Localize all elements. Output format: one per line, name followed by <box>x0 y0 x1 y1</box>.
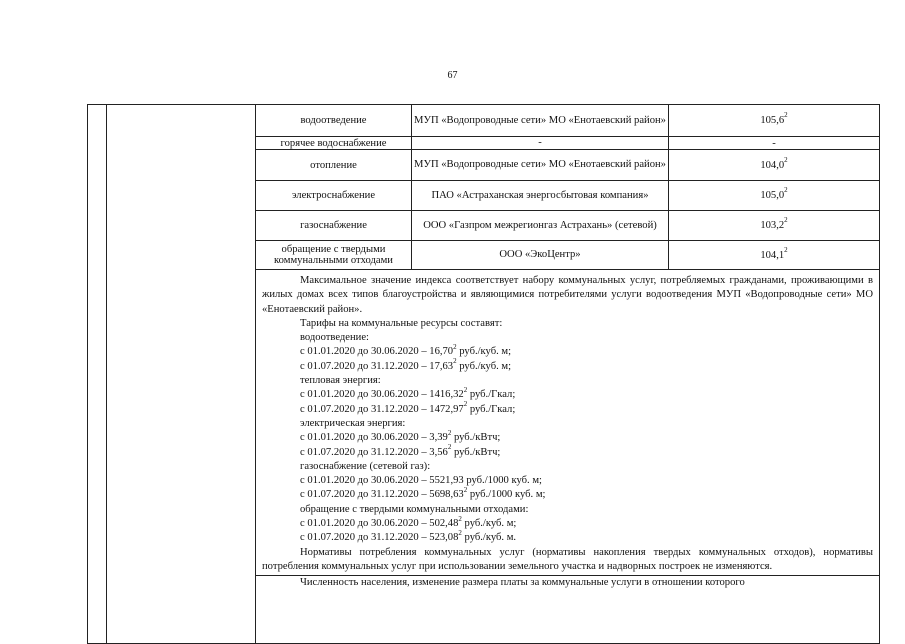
page-number: 67 <box>447 70 458 81</box>
provider-cell: ООО «Газпром межрегионгаз Астрахань» (сетевой) <box>412 211 669 241</box>
index-cell <box>669 181 880 211</box>
population-paragraph: Численность населения, изменение размера платы за коммунальные услуги в отношении которого <box>256 575 879 590</box>
service-cell: горячее водоснабжение <box>256 137 412 150</box>
tariff-line: с 01.01.2020 до 30.06.2020 – 5521,93 руб./1000 куб. м; <box>300 475 542 487</box>
footnote-mark: 2 <box>784 186 788 195</box>
footnote-mark: 2 <box>784 216 788 225</box>
footnote-mark: 2 <box>784 245 788 254</box>
tariffs-intro: Тарифы на коммунальные ресурсы составят: <box>300 317 503 329</box>
tariff-line: с 01.01.2020 до 30.06.2020 – 1416,32$^2$ руб./Гкал; <box>300 385 516 401</box>
group-heading: электрическая энергия: <box>300 417 406 429</box>
index-cell <box>669 105 880 137</box>
number-column-cell <box>88 105 107 644</box>
index-value: 105,6 <box>760 115 785 126</box>
norms-paragraph: Нормативы потребления коммунальных услуг (нормативы накопления твердых коммунальных отходов), нормативы потребления коммунальных услуг при использовании земельного участка и надворных построек не изменяются. <box>262 546 873 572</box>
provider-cell: ООО «ЭкоЦентр» <box>412 241 669 270</box>
service-cell: газоснабжение <box>256 211 412 241</box>
tariff-line: с 01.07.2020 до 31.12.2020 – 3,56$^2$ руб./кВтч; <box>300 443 501 458</box>
service-cell: электроснабжение <box>256 181 412 211</box>
index-value: 104,0 <box>760 159 785 171</box>
group-heading: тепловая энергия: <box>300 375 381 387</box>
tariff-line: с 01.01.2020 до 30.06.2020 – 502,48$^2$ руб./куб. м; <box>300 514 517 530</box>
index-value: 103,2 <box>760 220 785 231</box>
provider-cell: МУП «Водопроводные сети» МО «Енотаевский район» <box>412 150 669 181</box>
footnote-mark: 2 <box>784 155 788 164</box>
index-cell <box>669 211 880 241</box>
provider-cell: - <box>412 137 669 150</box>
max-index-paragraph: Максимальное значение индекса соответствует набору коммунальных услуг, потребляемых гражданами, проживающими в жилых домах всех типов благоустройства и являющимися потребителями услуги водоотведения МУП «Водопроводные сети» МО «Енотаевский район». <box>262 275 873 315</box>
tariff-line: с 01.07.2020 до 31.12.2020 – 1472,97$^2$ руб./Гкал; <box>300 400 516 415</box>
service-cell: отопление <box>256 150 412 181</box>
tariff-line: с 01.07.2020 до 31.12.2020 – 17,63$^2$ руб./куб. м; <box>300 357 512 372</box>
tariff-line: с 01.07.2020 до 31.12.2020 – 5698,63$^2$ руб./1000 куб. м; <box>300 485 546 501</box>
index-value: 105,0 <box>760 190 785 201</box>
provider-cell: МУП «Водопроводные сети» МО «Енотаевский район» <box>412 105 669 137</box>
index-cell <box>669 137 880 150</box>
footnote-mark: 2 <box>784 111 788 120</box>
tariff-line: с 01.07.2020 до 31.12.2020 – 523,08$^2$ руб./куб. м. <box>300 528 517 544</box>
index-cell <box>669 150 880 181</box>
group-heading: водоотведение: <box>300 332 369 344</box>
tariff-line: с 01.01.2020 до 30.06.2020 – 3,39$^2$ руб./кВтч; <box>300 428 501 444</box>
service-cell: обращение с твердыми коммунальными отходами <box>256 241 412 270</box>
municipality-column-cell <box>107 105 256 644</box>
table-row <box>88 105 880 137</box>
service-cell: водоотведение <box>256 105 412 137</box>
description-cell <box>256 270 880 644</box>
group-heading: газоснабжение (сетевой газ): <box>300 460 431 472</box>
index-value: - <box>772 137 776 149</box>
index-cell <box>669 241 880 270</box>
group-heading: обращение с твердыми коммунальными отходами: <box>300 503 529 515</box>
index-value: 104,1 <box>760 249 785 261</box>
provider-cell: ПАО «Астраханская энергосбытовая компания» <box>412 181 669 211</box>
tariff-line: с 01.01.2020 до 30.06.2020 – 16,70$^2$ руб./куб. м; <box>300 342 512 358</box>
tariff-table <box>87 104 880 644</box>
